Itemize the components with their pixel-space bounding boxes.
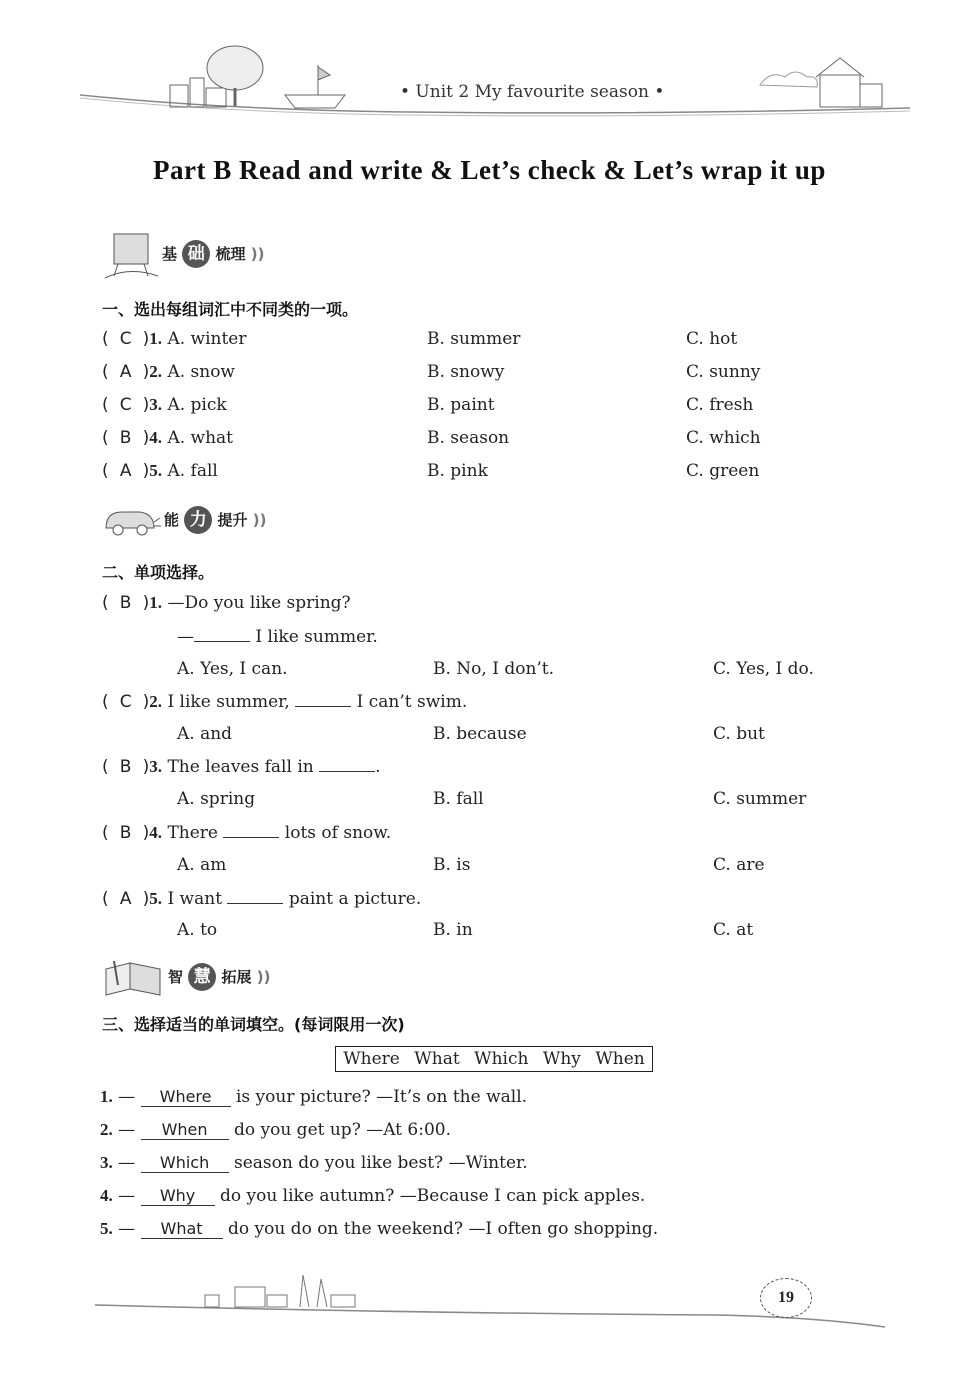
s3-row-5: 5. — What do you do on the weekend? —I often go shopping.: [100, 1219, 659, 1239]
badge-char-2: 力: [184, 506, 212, 534]
word-bank-item: Where: [343, 1049, 400, 1069]
badge-char-2: 础: [182, 240, 210, 268]
book-icon: [100, 955, 166, 1001]
word-bank: [335, 1046, 653, 1072]
s1-row-3: ( C )3. A. pick B. paint C. fresh: [102, 395, 754, 415]
answer-blank[interactable]: [295, 690, 351, 707]
answer-letter: C: [119, 329, 132, 349]
badge-char-1: 能: [164, 511, 180, 529]
page-number: 19: [760, 1278, 812, 1318]
answer-letter: A: [119, 889, 132, 909]
word-bank-item: Why: [542, 1049, 581, 1069]
fill-blank[interactable]: Where: [141, 1088, 231, 1107]
s3-row-3: 3. — Which season do you like best? —Winter.: [100, 1153, 528, 1173]
word-bank-item: Which: [474, 1049, 529, 1069]
s2-q3-options: A. spring B. fall C. summer: [177, 789, 807, 809]
answer-blank[interactable]: [223, 821, 279, 838]
s1-row-2: ( A )2. A. snow B. snowy C. sunny: [102, 362, 761, 382]
badge-char-1: 基: [162, 245, 178, 263]
section-badge-basics: 基 础 梳理 )): [100, 230, 300, 280]
word-bank-item: When: [595, 1049, 645, 1069]
badge-char-1: 智: [168, 968, 184, 986]
s2-q5-options: A. to B. in C. at: [177, 920, 754, 940]
s1-row-5: ( A )5. A. fall B. pink C. green: [102, 461, 760, 481]
s2-q2-options: A. and B. because C. but: [177, 724, 765, 744]
answer-letter: C: [119, 692, 132, 712]
s3-row-2: 2. — When do you get up? —At 6:00.: [100, 1120, 452, 1140]
s3-row-4: 4. — Why do you like autumn? —Because I can pick apples.: [100, 1186, 646, 1206]
answer-letter: B: [119, 823, 132, 843]
answer-blank[interactable]: [227, 887, 283, 904]
answer-letter: B: [119, 428, 132, 448]
fill-blank[interactable]: What: [141, 1220, 223, 1239]
car-icon: [100, 502, 162, 542]
section-badge-wisdom: 智 慧 拓展 )): [100, 955, 310, 1003]
answer-blank[interactable]: [194, 625, 250, 642]
section1-heading: 一、选出每组词汇中不同类的一项。: [102, 300, 359, 319]
s1-row-4: ( B )4. A. what B. season C. which: [102, 428, 761, 448]
badge-char-3: 提升: [217, 511, 248, 529]
s2-q4: ( B )4. There lots of snow.: [102, 823, 392, 843]
s2-q4-options: A. am B. is C. are: [177, 855, 765, 875]
badge-char-3: 梳理: [215, 245, 246, 263]
s1-row-1: ( C )1. A. winter B. summer C. hot: [102, 329, 738, 349]
fill-blank[interactable]: When: [141, 1121, 229, 1140]
answer-letter: A: [119, 461, 132, 481]
chair-icon: [100, 230, 160, 280]
badge-char-2: 慧: [188, 963, 216, 991]
answer-blank[interactable]: [319, 755, 375, 772]
s2-q3: ( B )3. The leaves fall in .: [102, 757, 381, 777]
word-bank-item: What: [414, 1049, 460, 1069]
s2-q1-options: A. Yes, I can. B. No, I don’t. C. Yes, I do.: [177, 659, 814, 679]
answer-letter: A: [119, 362, 132, 382]
section-badge-ability: 能 力 提升 )): [100, 498, 300, 546]
answer-letter: B: [119, 593, 132, 613]
s2-q2: ( C )2. I like summer, I can’t swim.: [102, 692, 468, 712]
s2-q1: ( B )1. —Do you like spring?: [102, 593, 351, 613]
badge-char-3: 拓展: [221, 968, 252, 986]
answer-letter: B: [119, 757, 132, 777]
s3-row-1: 1. — Where is your picture? —It’s on the wall.: [100, 1087, 528, 1107]
header-decoration: [80, 40, 910, 120]
section3-heading: 三、选择适当的单词填空。(每词限用一次): [102, 1015, 405, 1034]
section2-heading: 二、单项选择。: [102, 563, 215, 582]
page-title: Part B Read and write & Let’s check & Let’s wrap it up: [153, 155, 826, 185]
s2-q5: ( A )5. I want paint a picture.: [102, 889, 422, 909]
answer-letter: C: [119, 395, 132, 415]
fill-blank[interactable]: Why: [141, 1187, 215, 1206]
unit-header: • Unit 2 My favourite season •: [400, 82, 665, 102]
fill-blank[interactable]: Which: [141, 1154, 229, 1173]
s2-q1-line2: — I like summer.: [177, 627, 378, 647]
